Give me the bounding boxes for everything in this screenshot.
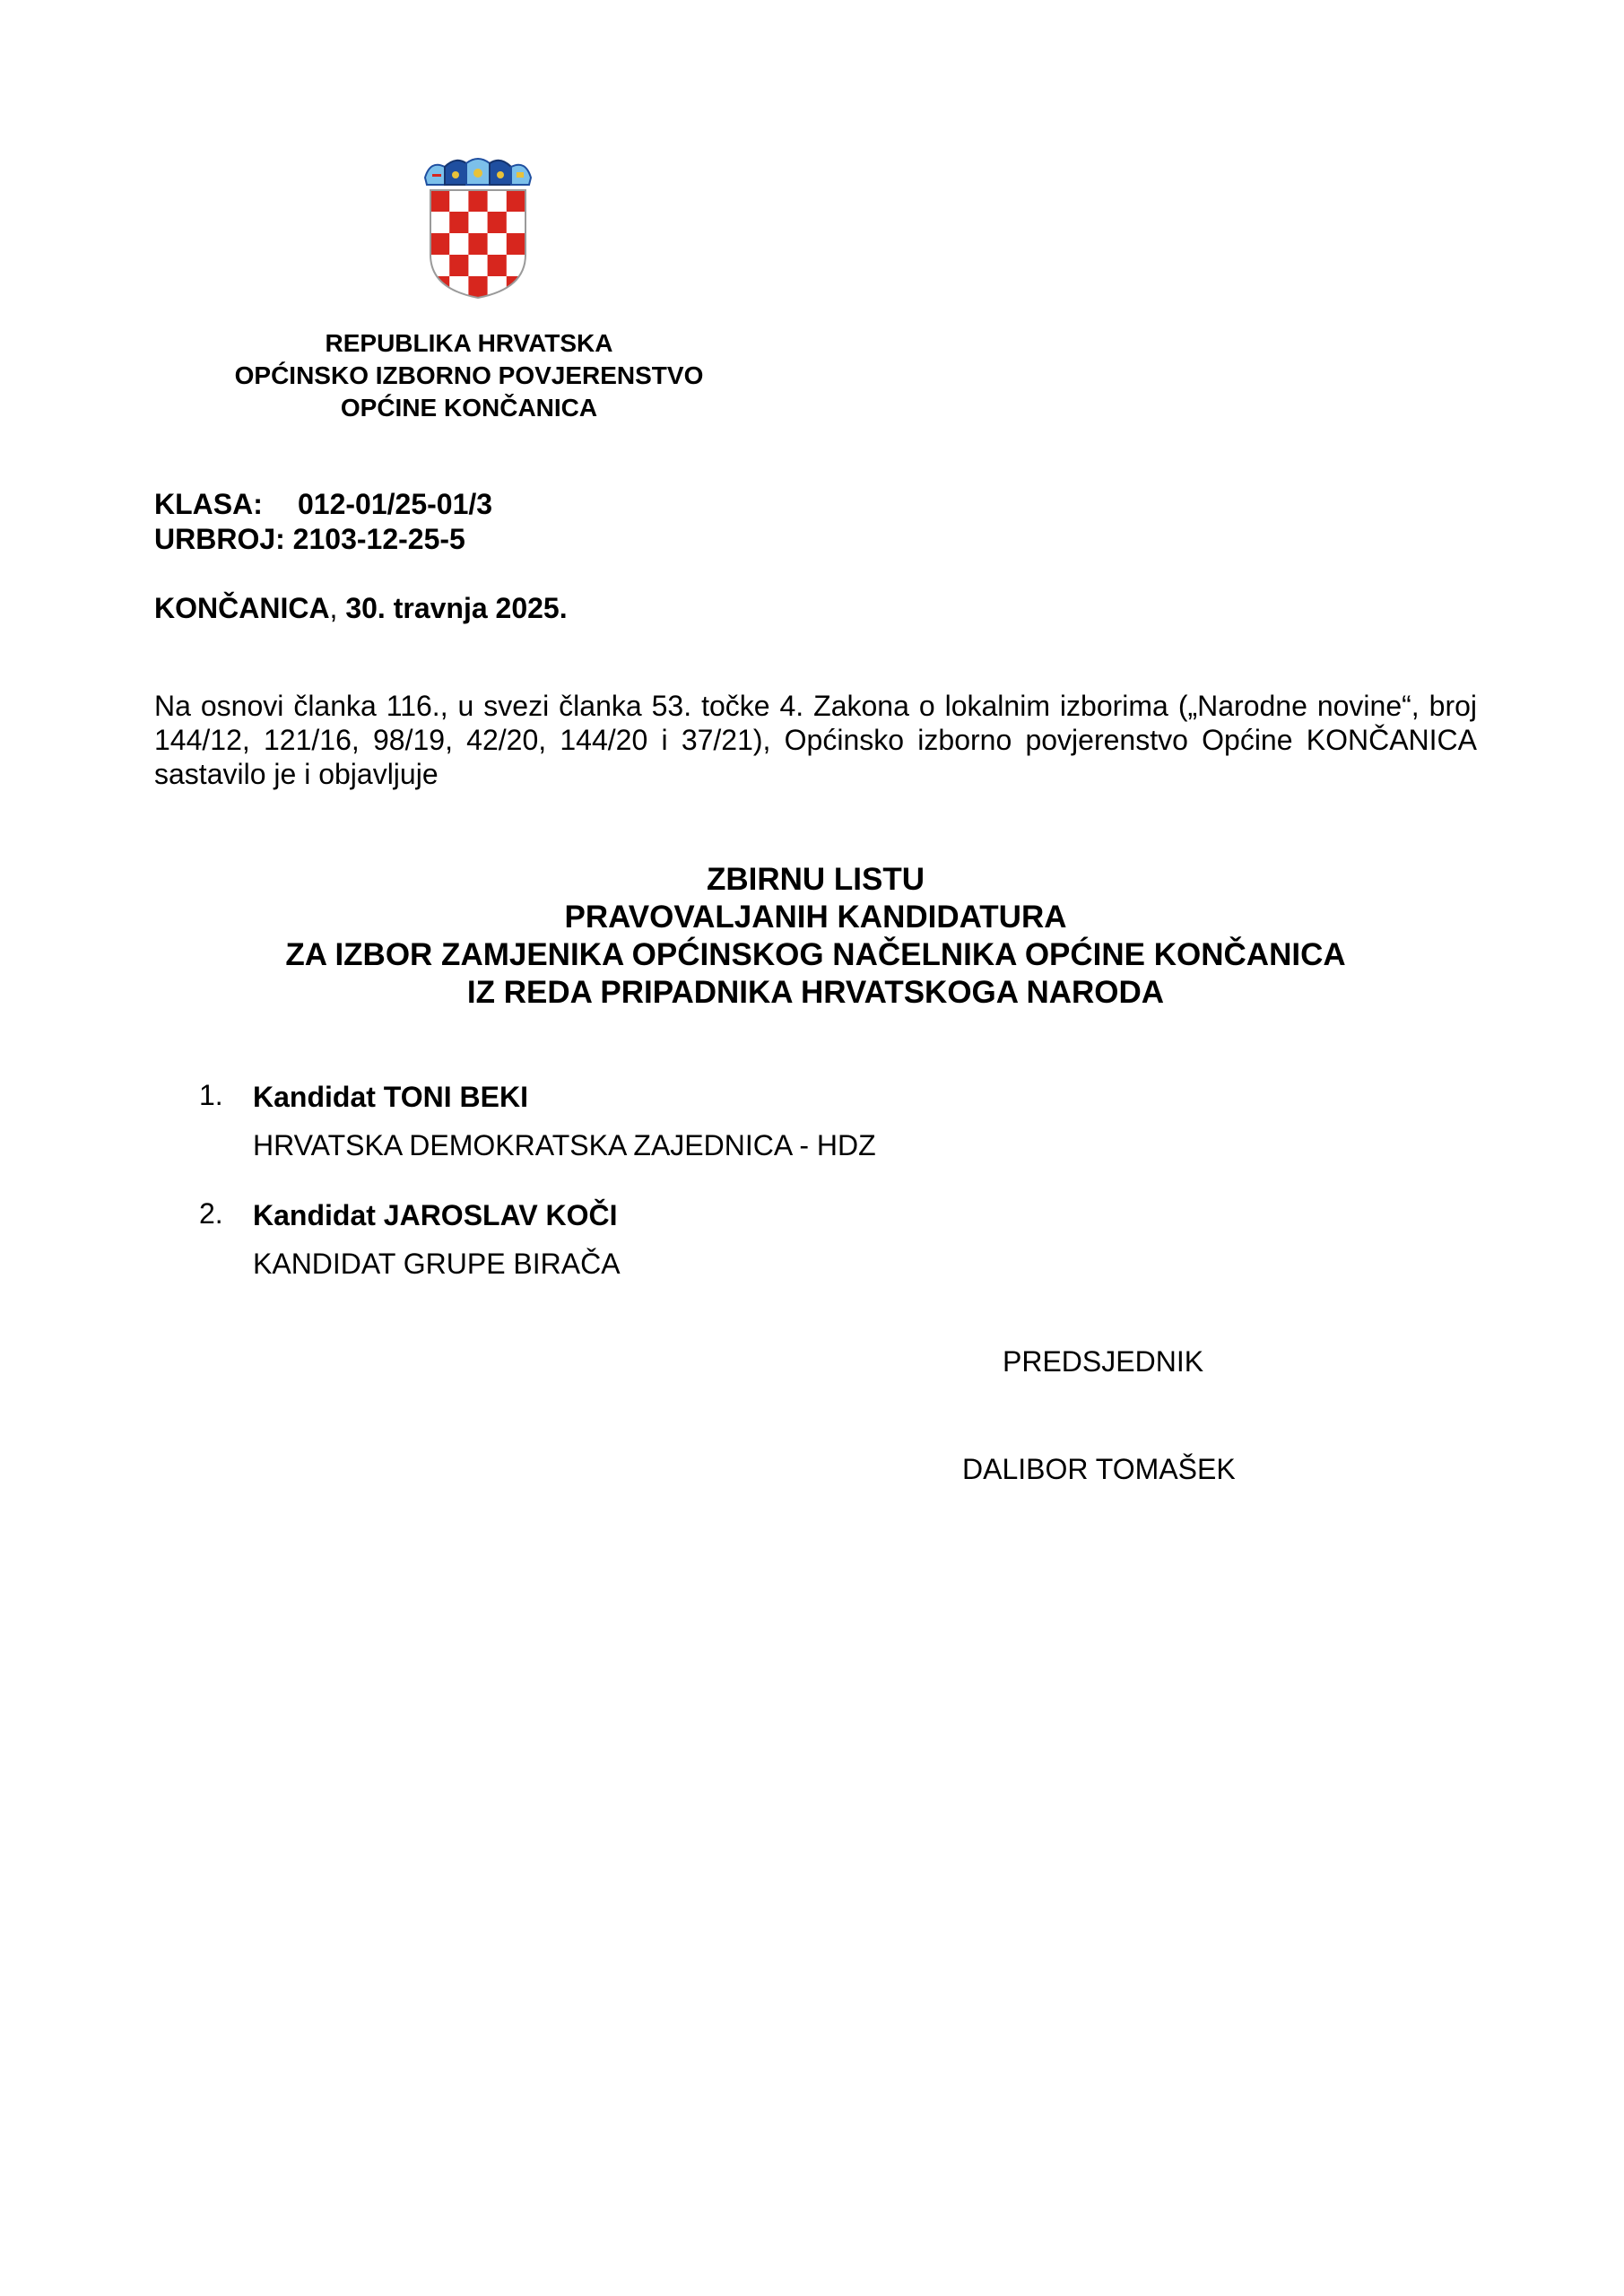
header-line-commission: OPĆINSKO IZBORNO POVJERENSTVO [234,361,704,389]
candidate-number: 2. [199,1197,223,1230]
candidate-name-line [253,1197,1365,1233]
document-reference [154,487,492,557]
issuer-header [195,327,743,424]
header-line-republic: REPUBLIKA HRVATSKA [325,329,613,357]
header-line-municipality: OPĆINE KONČANICA [340,394,598,422]
title-line-1: ZBIRNU LISTU [706,862,925,897]
list-item [199,1079,1365,1163]
candidate-label: Kandidat [253,1199,376,1231]
title-line-3: ZA IZBOR ZAMJENIKA OPĆINSKOG NAČELNIKA OPĆINE KONČANICA [285,937,1346,972]
list-item [199,1197,1365,1282]
urbroj-value: 2103-12-25-5 [292,523,465,555]
candidate-list [199,1079,1365,1316]
candidate-party: KANDIDAT GRUPE BIRAČA [253,1248,621,1280]
candidate-label: Kandidat [253,1081,376,1113]
klasa-label: KLASA: [154,488,263,520]
klasa-value: 012-01/25-01/3 [298,488,493,520]
klasa-row [154,487,492,522]
title-line-4: IZ REDA PRIPADNIKA HRVATSKOGA NARODA [466,975,1165,1010]
date: 30. travnja 2025. [345,592,568,624]
croatian-coat-of-arms-icon [421,154,534,300]
title-line-2: PRAVOVALJANIH KANDIDATURA [564,900,1067,935]
signature-name: DALIBOR TOMAŠEK [962,1453,1236,1485]
crown [425,159,531,185]
intro-paragraph: Na osnovi članka 116., u svezi članka 53. točke 4. Zakona o lokalnim izborima („Narodne novine“, broj 144/12, 121/16, 98/19, 42/20, 144/20 i 37/21), Općinsko izborno povjerenstvo Općine KONČANICA sastavilo je i objavljuje [154,690,1477,790]
document-title [154,861,1477,1012]
candidate-name: TONI BEKI [383,1081,528,1113]
candidate-name-line [253,1079,1365,1115]
place-and-date: KONČANICA, 30. travnja 2025. [154,592,568,624]
place: KONČANICA [154,592,330,624]
urbroj-label: URBROJ: [154,523,285,555]
candidate-number: 1. [199,1079,223,1111]
candidate-party: HRVATSKA DEMOKRATSKA ZAJEDNICA - HDZ [253,1129,876,1161]
urbroj-row [154,522,492,557]
checkerboard-shield [430,190,525,300]
candidate-name: JAROSLAV KOČI [383,1199,618,1231]
signature-title: PREDSJEDNIK [1003,1345,1204,1378]
